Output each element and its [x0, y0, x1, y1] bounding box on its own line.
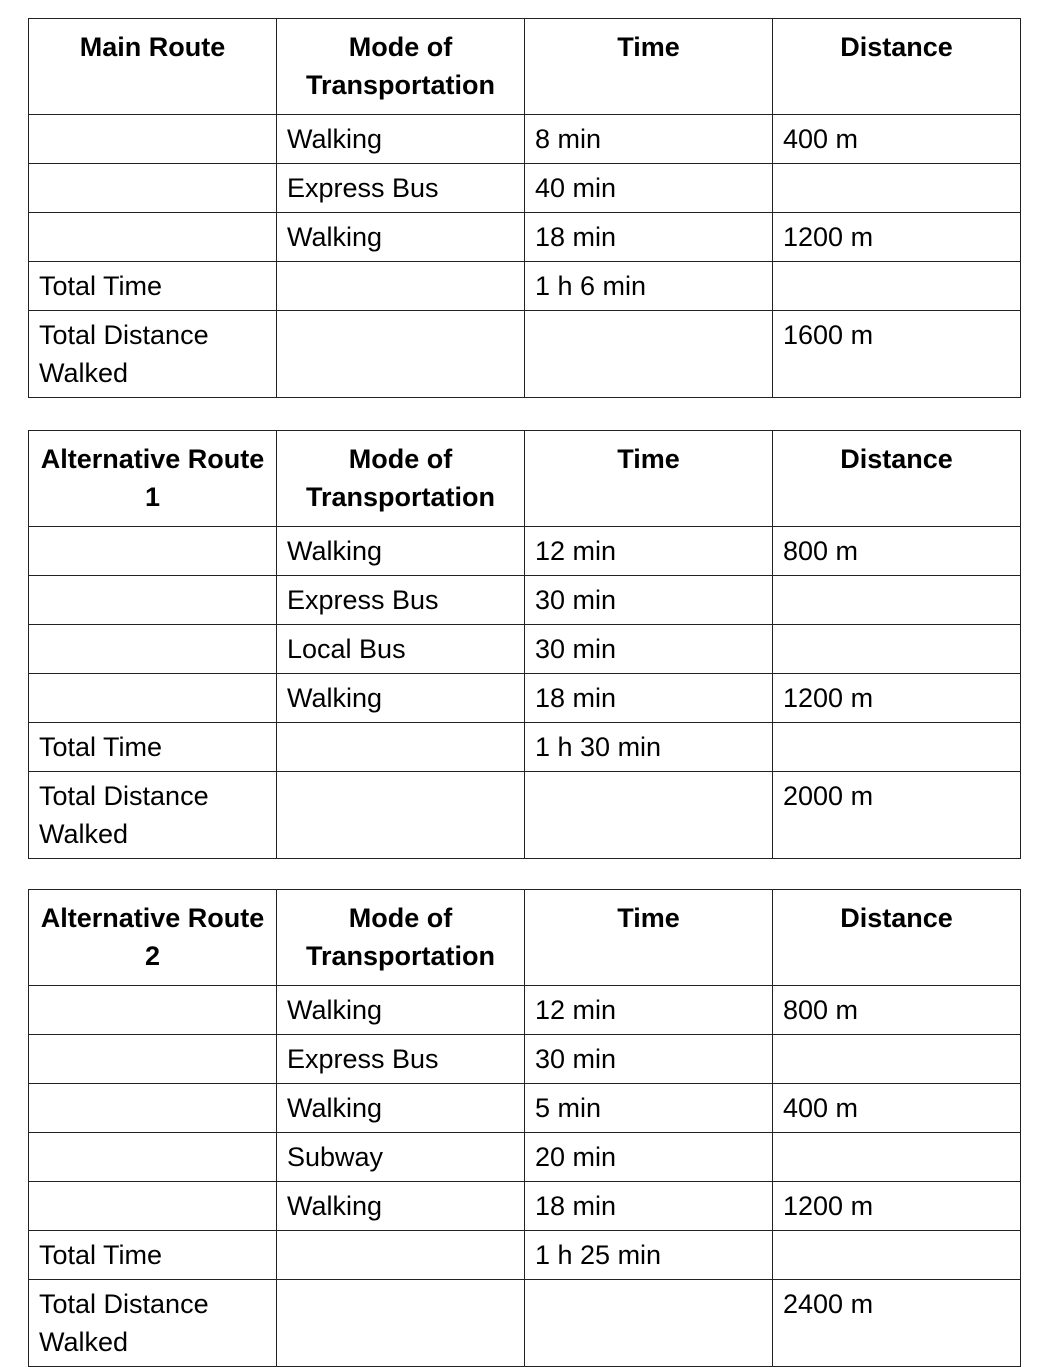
segment-cell [29, 527, 277, 576]
segment-cell [29, 1035, 277, 1084]
table-row [29, 1084, 1021, 1133]
mode-cell [277, 723, 525, 772]
table-row [29, 1035, 1021, 1084]
total-distance-value: 1600 m [773, 311, 1021, 398]
distance-cell: 400 m [773, 1084, 1021, 1133]
segment-cell [29, 625, 277, 674]
mode-cell: Local Bus [277, 625, 525, 674]
total-time-row [29, 262, 1021, 311]
time-cell: 18 min [525, 213, 773, 262]
distance-cell: 1200 m [773, 1182, 1021, 1231]
segment-cell [29, 1133, 277, 1182]
distance-cell [773, 1231, 1021, 1280]
mode-cell [277, 772, 525, 859]
distance-cell [773, 625, 1021, 674]
table-row [29, 1133, 1021, 1182]
time-cell: 18 min [525, 1182, 773, 1231]
table-header-row [29, 19, 1021, 115]
distance-cell [773, 1133, 1021, 1182]
route-header: Alternative Route 1 [29, 431, 277, 527]
mode-header: Mode of Transportation [277, 19, 525, 115]
mode-cell: Walking [277, 1084, 525, 1133]
segment-cell [29, 986, 277, 1035]
total-time-value: 1 h 6 min [525, 262, 773, 311]
mode-cell: Walking [277, 213, 525, 262]
time-header: Time [525, 19, 773, 115]
distance-cell: 1200 m [773, 213, 1021, 262]
time-cell: 40 min [525, 164, 773, 213]
time-cell: 30 min [525, 576, 773, 625]
table-row [29, 576, 1021, 625]
table-row [29, 625, 1021, 674]
table-header-row [29, 890, 1021, 986]
total-distance-row [29, 772, 1021, 859]
distance-cell [773, 1035, 1021, 1084]
distance-cell: 800 m [773, 986, 1021, 1035]
distance-cell [773, 576, 1021, 625]
total-time-value: 1 h 30 min [525, 723, 773, 772]
total-time-label: Total Time [29, 723, 277, 772]
time-cell: 5 min [525, 1084, 773, 1133]
mode-cell: Walking [277, 674, 525, 723]
table-row [29, 527, 1021, 576]
table-row [29, 164, 1021, 213]
distance-cell: 400 m [773, 115, 1021, 164]
segment-cell [29, 674, 277, 723]
alternative-route-1-table [28, 430, 1021, 859]
segment-cell [29, 213, 277, 262]
time-header: Time [525, 431, 773, 527]
mode-cell: Express Bus [277, 576, 525, 625]
mode-cell [277, 262, 525, 311]
table-row [29, 1182, 1021, 1231]
total-distance-row [29, 1280, 1021, 1367]
mode-cell [277, 1231, 525, 1280]
table-header-row [29, 431, 1021, 527]
total-time-row [29, 723, 1021, 772]
table-row [29, 674, 1021, 723]
time-cell: 18 min [525, 674, 773, 723]
time-cell [525, 1280, 773, 1367]
main-route-table [28, 18, 1021, 398]
distance-cell: 800 m [773, 527, 1021, 576]
time-header: Time [525, 890, 773, 986]
segment-cell [29, 576, 277, 625]
distance-cell [773, 262, 1021, 311]
total-time-label: Total Time [29, 262, 277, 311]
time-cell: 12 min [525, 527, 773, 576]
segment-cell [29, 1084, 277, 1133]
time-cell: 30 min [525, 1035, 773, 1084]
segment-cell [29, 115, 277, 164]
time-cell: 20 min [525, 1133, 773, 1182]
mode-cell: Express Bus [277, 164, 525, 213]
mode-cell [277, 311, 525, 398]
route-header: Main Route [29, 19, 277, 115]
table-row [29, 115, 1021, 164]
mode-header: Mode of Transportation [277, 431, 525, 527]
mode-header: Mode of Transportation [277, 890, 525, 986]
total-distance-value: 2000 m [773, 772, 1021, 859]
mode-cell: Subway [277, 1133, 525, 1182]
total-distance-row [29, 311, 1021, 398]
table-row [29, 986, 1021, 1035]
route-header: Alternative Route 2 [29, 890, 277, 986]
mode-cell: Walking [277, 527, 525, 576]
total-distance-label: Total Distance Walked [29, 1280, 277, 1367]
total-time-value: 1 h 25 min [525, 1231, 773, 1280]
segment-cell [29, 164, 277, 213]
total-time-label: Total Time [29, 1231, 277, 1280]
total-time-row [29, 1231, 1021, 1280]
total-distance-value: 2400 m [773, 1280, 1021, 1367]
distance-header: Distance [773, 431, 1021, 527]
distance-cell [773, 723, 1021, 772]
time-cell: 30 min [525, 625, 773, 674]
total-distance-label: Total Distance Walked [29, 311, 277, 398]
mode-cell: Express Bus [277, 1035, 525, 1084]
total-distance-label: Total Distance Walked [29, 772, 277, 859]
mode-cell: Walking [277, 1182, 525, 1231]
distance-header: Distance [773, 19, 1021, 115]
time-cell: 12 min [525, 986, 773, 1035]
mode-cell [277, 1280, 525, 1367]
distance-cell [773, 164, 1021, 213]
mode-cell: Walking [277, 986, 525, 1035]
time-cell [525, 311, 773, 398]
distance-header: Distance [773, 890, 1021, 986]
alternative-route-2-table [28, 889, 1021, 1367]
segment-cell [29, 1182, 277, 1231]
time-cell [525, 772, 773, 859]
table-row [29, 213, 1021, 262]
time-cell: 8 min [525, 115, 773, 164]
mode-cell: Walking [277, 115, 525, 164]
distance-cell: 1200 m [773, 674, 1021, 723]
